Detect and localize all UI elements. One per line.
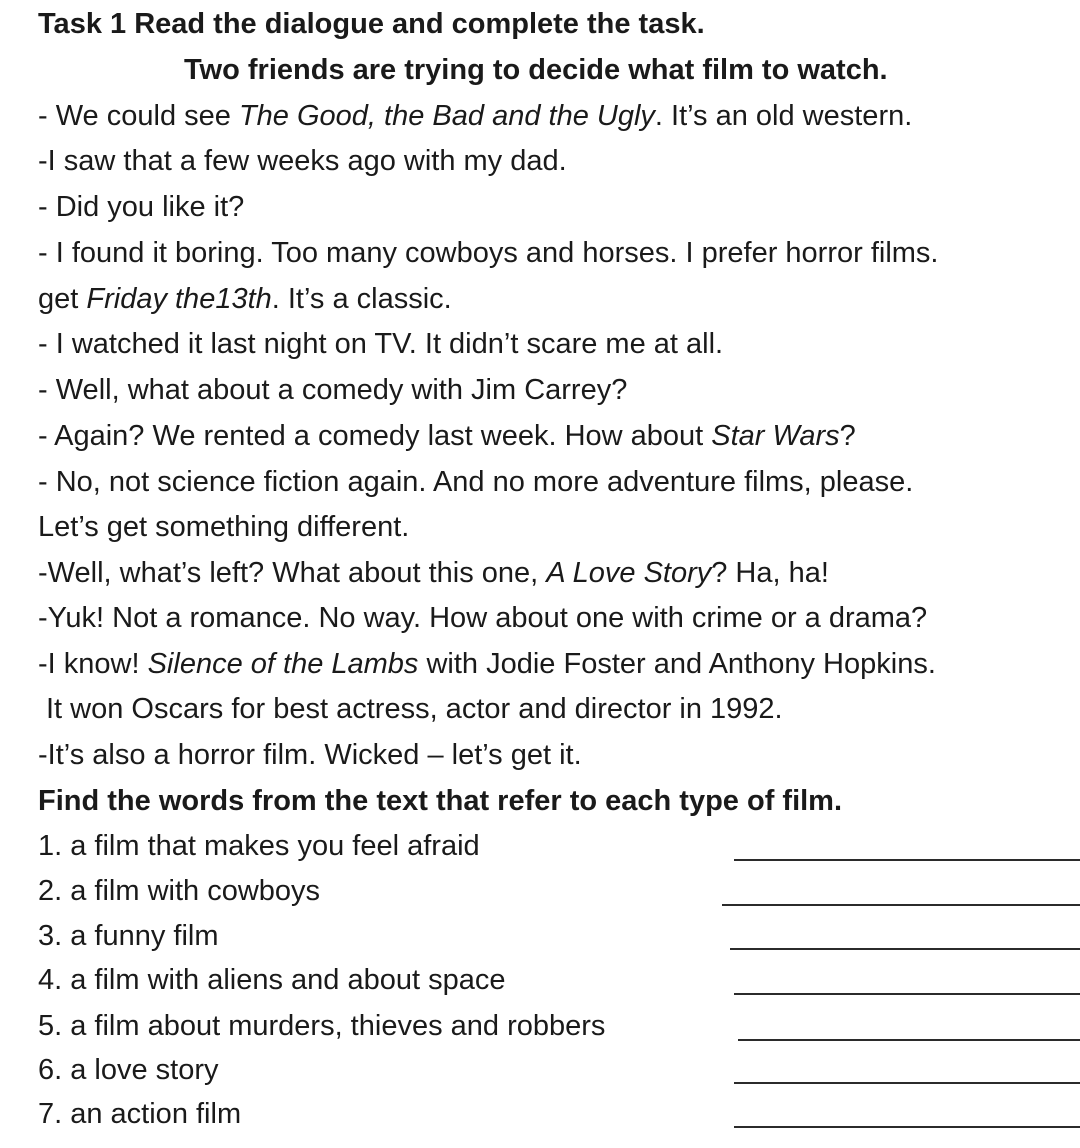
answer-blank-7[interactable] — [734, 1126, 1080, 1128]
exercise-item-6: 6. a love story — [38, 1054, 219, 1086]
film-title: The Good, the Bad and the Ugly — [238, 100, 655, 132]
answer-blank-3[interactable] — [730, 948, 1080, 950]
task-title: Task 1 Read the dialogue and complete the task. — [38, 8, 705, 40]
dialogue-line-7: - Well, what about a comedy with Jim Carrey? — [38, 374, 628, 406]
dialogue-text: -Well, what’s left? What about this one, — [38, 557, 547, 589]
dialogue-text: ? Ha, ha! — [711, 557, 829, 589]
answer-blank-6[interactable] — [734, 1082, 1080, 1084]
dialogue-line-5 — [38, 281, 452, 317]
dialogue-line-10: Let’s get something different. — [38, 511, 410, 543]
exercise-item-4: 4. a film with aliens and about space — [38, 964, 506, 996]
dialogue-line-1 — [38, 98, 912, 134]
dialogue-text: ? — [839, 420, 856, 452]
answer-blank-2[interactable] — [722, 904, 1080, 906]
dialogue-line-9: - No, not science fiction again. And no more adventure films, please. — [38, 466, 914, 498]
exercise-item-2: 2. a film with cowboys — [38, 875, 321, 907]
answer-blank-4[interactable] — [734, 993, 1080, 995]
film-title: A Love Story — [546, 557, 712, 589]
exercise-item-3: 3. a funny film — [38, 920, 219, 952]
film-title: Silence of the Lambs — [147, 648, 419, 680]
dialogue-line-8 — [38, 418, 856, 454]
answer-blank-5[interactable] — [738, 1039, 1080, 1041]
dialogue-text: get — [38, 283, 87, 315]
dialogue-line-12: -Yuk! Not a romance. No way. How about one with crime or a drama? — [38, 602, 928, 634]
exercise-item-7: 7. an action film — [38, 1098, 242, 1130]
dialogue-text: -I know! — [38, 648, 148, 680]
task-subtitle: Two friends are trying to decide what film to watch. — [184, 54, 888, 86]
exercise-item-5: 5. a film about murders, thieves and robbers — [38, 1010, 606, 1042]
dialogue-line-11 — [38, 555, 829, 591]
dialogue-line-15: -It’s also a horror film. Wicked – let’s get it. — [38, 739, 582, 771]
dialogue-line-13 — [38, 646, 936, 682]
dialogue-line-4: - I found it boring. Too many cowboys and horses. I prefer horror films. — [38, 237, 939, 269]
dialogue-text: - Again? We rented a comedy last week. How about — [38, 420, 712, 452]
dialogue-line-14: It won Oscars for best actress, actor and director in 1992. — [46, 693, 783, 725]
film-title: Friday the13th — [86, 283, 272, 315]
dialogue-line-2: -I saw that a few weeks ago with my dad. — [38, 145, 567, 177]
dialogue-text: . It’s a classic. — [271, 283, 452, 315]
dialogue-text: . It’s an old western. — [654, 100, 913, 132]
dialogue-text: with Jodie Foster and Anthony Hopkins. — [418, 648, 936, 680]
film-title: Star Wars — [711, 420, 840, 452]
exercise-instruction: Find the words from the text that refer to each type of film. — [38, 785, 843, 817]
dialogue-text: - We could see — [38, 100, 239, 132]
dialogue-line-3: - Did you like it? — [38, 191, 245, 223]
dialogue-line-6: - I watched it last night on TV. It didn’t scare me at all. — [38, 328, 724, 360]
answer-blank-1[interactable] — [734, 859, 1080, 861]
exercise-item-1: 1. a film that makes you feel afraid — [38, 830, 480, 862]
